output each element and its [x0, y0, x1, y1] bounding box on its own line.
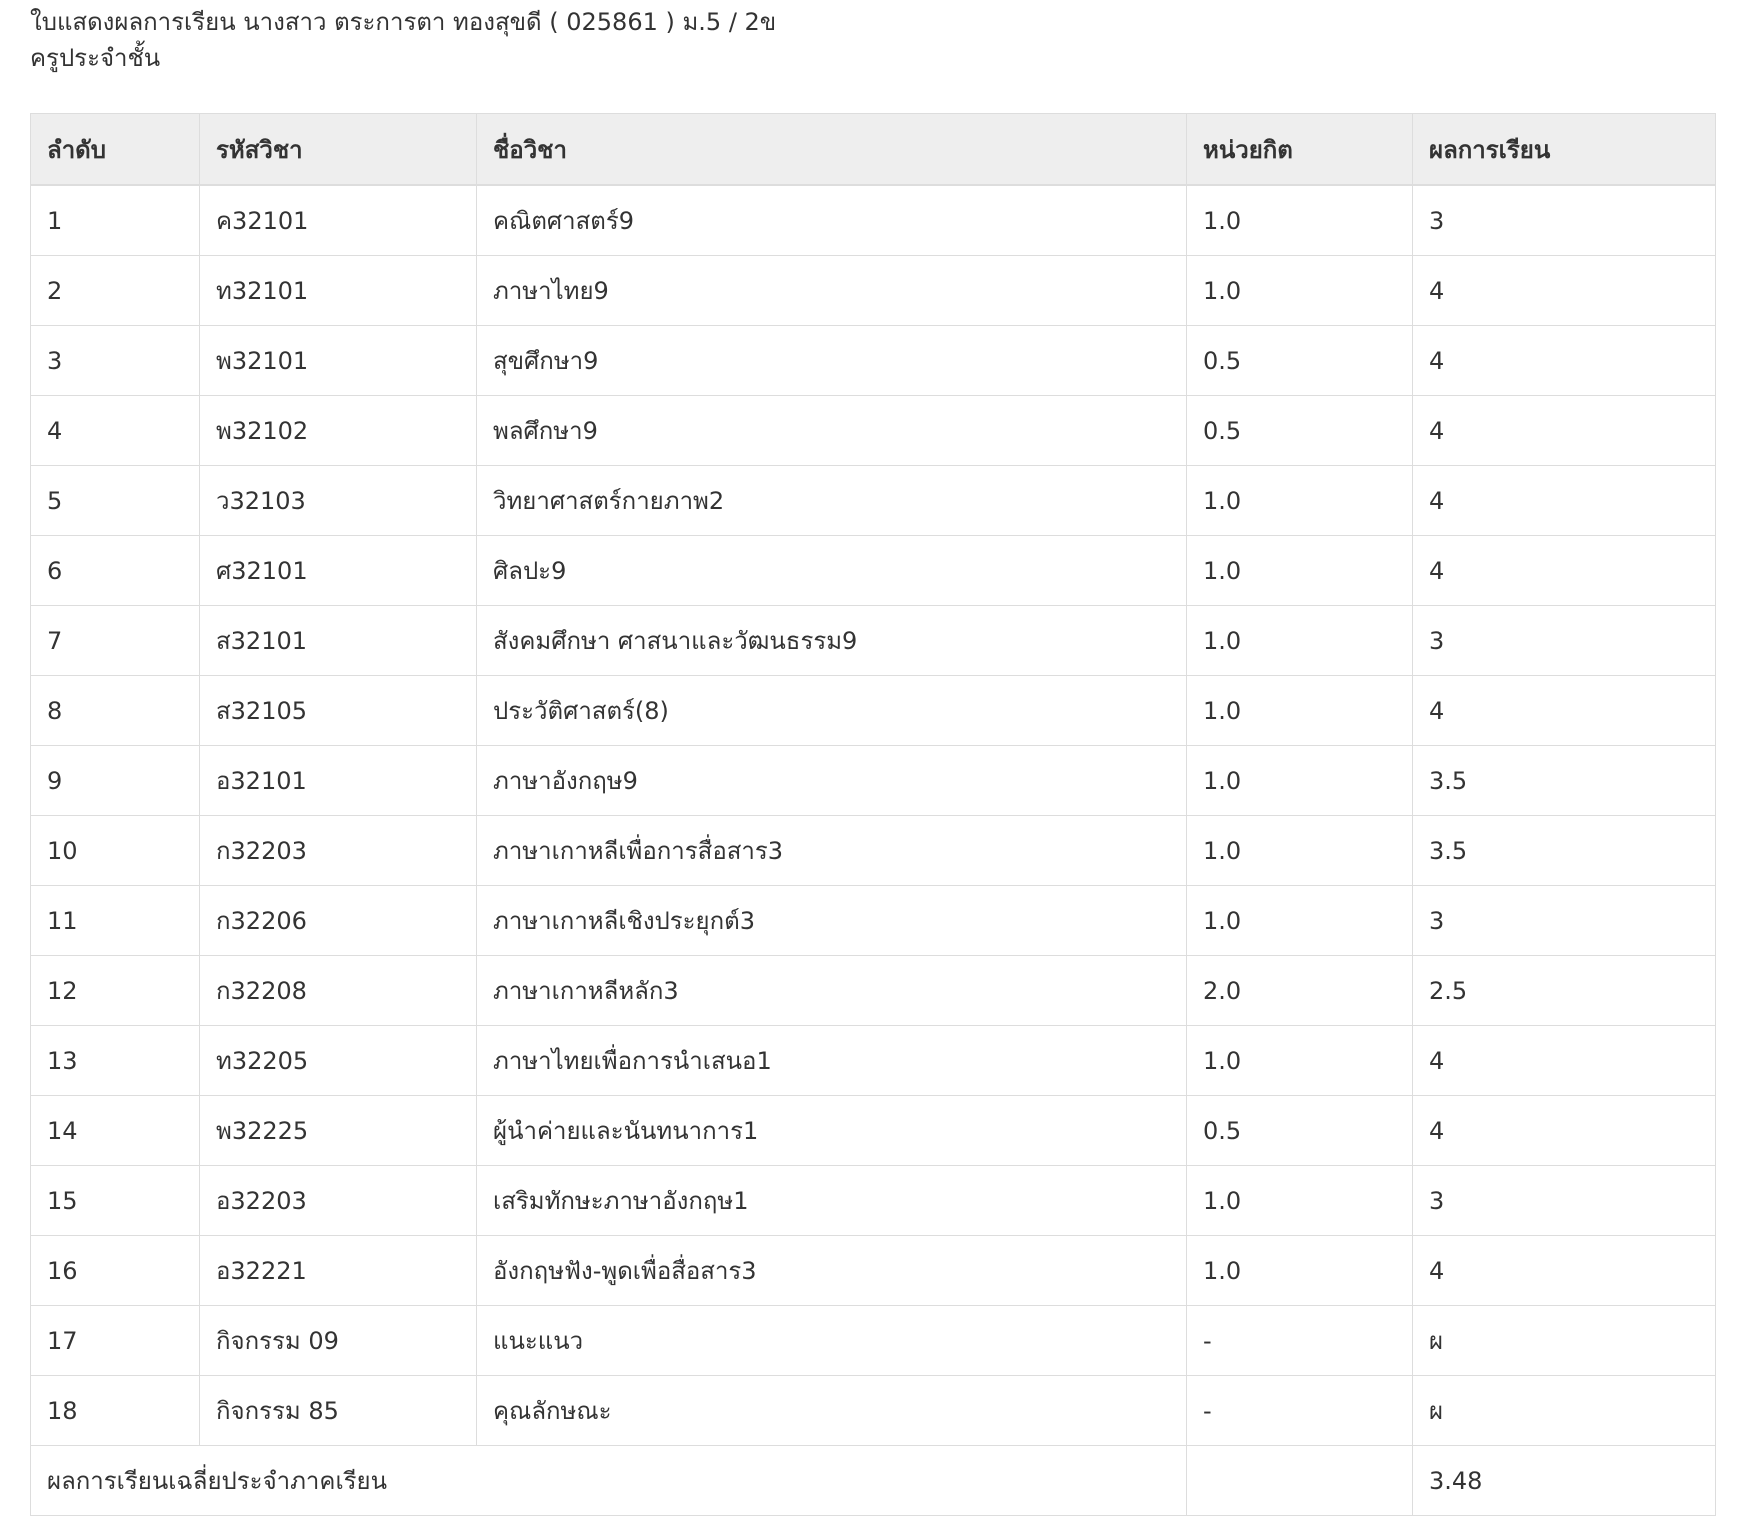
report-title: ใบแสดงผลการเรียน นางสาว ตระการตา ทองสุขดี ( 025861 ) ม.5 / 2ข — [30, 8, 777, 36]
cell-code: ท32101 — [200, 256, 477, 326]
cell-grade: 4 — [1413, 676, 1716, 746]
cell-no: 8 — [31, 676, 200, 746]
cell-grade: 3 — [1413, 886, 1716, 956]
cell-name: สังคมศึกษา ศาสนาและวัฒนธรรม9 — [477, 606, 1187, 676]
cell-no: 4 — [31, 396, 200, 466]
cell-credit: 1.0 — [1187, 1026, 1413, 1096]
cell-grade: 4 — [1413, 466, 1716, 536]
cell-grade: 4 — [1413, 1026, 1716, 1096]
table-row — [31, 256, 1716, 326]
column-header-credit: หน่วยกิต — [1187, 114, 1413, 186]
summary-row — [31, 1446, 1716, 1516]
cell-name: คณิตศาสตร์9 — [477, 185, 1187, 256]
cell-grade: 3 — [1413, 185, 1716, 256]
cell-code: ศ32101 — [200, 536, 477, 606]
cell-grade: 4 — [1413, 1096, 1716, 1166]
cell-grade: 3.5 — [1413, 746, 1716, 816]
report-header — [30, 4, 776, 76]
cell-no: 16 — [31, 1236, 200, 1306]
cell-code: ว32103 — [200, 466, 477, 536]
cell-name: วิทยาศาสตร์กายภาพ2 — [477, 466, 1187, 536]
cell-grade: 4 — [1413, 396, 1716, 466]
cell-code: ก32208 — [200, 956, 477, 1026]
cell-code: อ32203 — [200, 1166, 477, 1236]
cell-name: ภาษาเกาหลีเชิงประยุกต์3 — [477, 886, 1187, 956]
cell-code: อ32101 — [200, 746, 477, 816]
cell-code: พ32225 — [200, 1096, 477, 1166]
cell-name: อังกฤษฟัง-พูดเพื่อสื่อสาร3 — [477, 1236, 1187, 1306]
table-row — [31, 1306, 1716, 1376]
homeroom-teacher-label: ครูประจำชั้น — [30, 44, 161, 72]
cell-no: 14 — [31, 1096, 200, 1166]
cell-credit: 1.0 — [1187, 886, 1413, 956]
cell-no: 15 — [31, 1166, 200, 1236]
cell-no: 12 — [31, 956, 200, 1026]
table-row — [31, 1096, 1716, 1166]
cell-credit: 0.5 — [1187, 326, 1413, 396]
cell-name: ภาษาไทย9 — [477, 256, 1187, 326]
cell-code: ก32203 — [200, 816, 477, 886]
table-row — [31, 1376, 1716, 1446]
table-row — [31, 886, 1716, 956]
cell-grade: 3 — [1413, 1166, 1716, 1236]
cell-code: กิจกรรม 09 — [200, 1306, 477, 1376]
cell-name: ภาษาไทยเพื่อการนำเสนอ1 — [477, 1026, 1187, 1096]
table-row — [31, 1236, 1716, 1306]
cell-credit: 1.0 — [1187, 536, 1413, 606]
cell-code: ท32205 — [200, 1026, 477, 1096]
cell-name: ประวัติศาสตร์(8) — [477, 676, 1187, 746]
cell-code: กิจกรรม 85 — [200, 1376, 477, 1446]
cell-no: 5 — [31, 466, 200, 536]
cell-name: สุขศึกษา9 — [477, 326, 1187, 396]
gpa-credit-cell — [1187, 1446, 1413, 1516]
gpa-label: ผลการเรียนเฉลี่ยประจำภาคเรียน — [31, 1446, 1187, 1516]
cell-code: ค32101 — [200, 185, 477, 256]
table-row — [31, 676, 1716, 746]
cell-name: แนะแนว — [477, 1306, 1187, 1376]
cell-credit: 1.0 — [1187, 606, 1413, 676]
cell-grade: ผ — [1413, 1376, 1716, 1446]
cell-credit: 1.0 — [1187, 185, 1413, 256]
cell-name: ผู้นำค่ายและนันทนาการ1 — [477, 1096, 1187, 1166]
table-row — [31, 185, 1716, 256]
cell-name: ศิลปะ9 — [477, 536, 1187, 606]
cell-name: เสริมทักษะภาษาอังกฤษ1 — [477, 1166, 1187, 1236]
table-row — [31, 746, 1716, 816]
cell-no: 6 — [31, 536, 200, 606]
gpa-value: 3.48 — [1413, 1446, 1716, 1516]
column-header-code: รหัสวิชา — [200, 114, 477, 186]
cell-code: ส32101 — [200, 606, 477, 676]
cell-grade: 4 — [1413, 536, 1716, 606]
cell-code: ก32206 — [200, 886, 477, 956]
cell-no: 3 — [31, 326, 200, 396]
cell-grade: 4 — [1413, 1236, 1716, 1306]
table-row — [31, 816, 1716, 886]
cell-code: อ32221 — [200, 1236, 477, 1306]
cell-credit: 1.0 — [1187, 256, 1413, 326]
cell-credit: 1.0 — [1187, 746, 1413, 816]
cell-credit: 1.0 — [1187, 466, 1413, 536]
cell-credit: 1.0 — [1187, 676, 1413, 746]
cell-no: 18 — [31, 1376, 200, 1446]
cell-name: พลศึกษา9 — [477, 396, 1187, 466]
cell-grade: 2.5 — [1413, 956, 1716, 1026]
cell-no: 1 — [31, 185, 200, 256]
cell-no: 9 — [31, 746, 200, 816]
table-header-row — [31, 114, 1716, 186]
cell-no: 10 — [31, 816, 200, 886]
cell-name: ภาษาอังกฤษ9 — [477, 746, 1187, 816]
cell-name: คุณลักษณะ — [477, 1376, 1187, 1446]
cell-name: ภาษาเกาหลีเพื่อการสื่อสาร3 — [477, 816, 1187, 886]
cell-grade: 4 — [1413, 256, 1716, 326]
table-row — [31, 956, 1716, 1026]
cell-credit: 1.0 — [1187, 1166, 1413, 1236]
grades-table — [30, 113, 1716, 1516]
cell-name: ภาษาเกาหลีหลัก3 — [477, 956, 1187, 1026]
cell-code: พ32102 — [200, 396, 477, 466]
cell-credit: - — [1187, 1376, 1413, 1446]
cell-code: พ32101 — [200, 326, 477, 396]
cell-credit: 0.5 — [1187, 1096, 1413, 1166]
table-row — [31, 536, 1716, 606]
cell-grade: ผ — [1413, 1306, 1716, 1376]
table-row — [31, 606, 1716, 676]
table-row — [31, 396, 1716, 466]
cell-credit: 0.5 — [1187, 396, 1413, 466]
cell-credit: 1.0 — [1187, 1236, 1413, 1306]
cell-no: 11 — [31, 886, 200, 956]
column-header-no: ลำดับ — [31, 114, 200, 186]
cell-no: 13 — [31, 1026, 200, 1096]
column-header-name: ชื่อวิชา — [477, 114, 1187, 186]
cell-credit: - — [1187, 1306, 1413, 1376]
table-row — [31, 326, 1716, 396]
column-header-grade: ผลการเรียน — [1413, 114, 1716, 186]
cell-no: 2 — [31, 256, 200, 326]
cell-no: 17 — [31, 1306, 200, 1376]
cell-credit: 2.0 — [1187, 956, 1413, 1026]
cell-code: ส32105 — [200, 676, 477, 746]
cell-grade: 3 — [1413, 606, 1716, 676]
cell-no: 7 — [31, 606, 200, 676]
table-row — [31, 1026, 1716, 1096]
table-row — [31, 466, 1716, 536]
cell-credit: 1.0 — [1187, 816, 1413, 886]
cell-grade: 4 — [1413, 326, 1716, 396]
table-row — [31, 1166, 1716, 1236]
cell-grade: 3.5 — [1413, 816, 1716, 886]
